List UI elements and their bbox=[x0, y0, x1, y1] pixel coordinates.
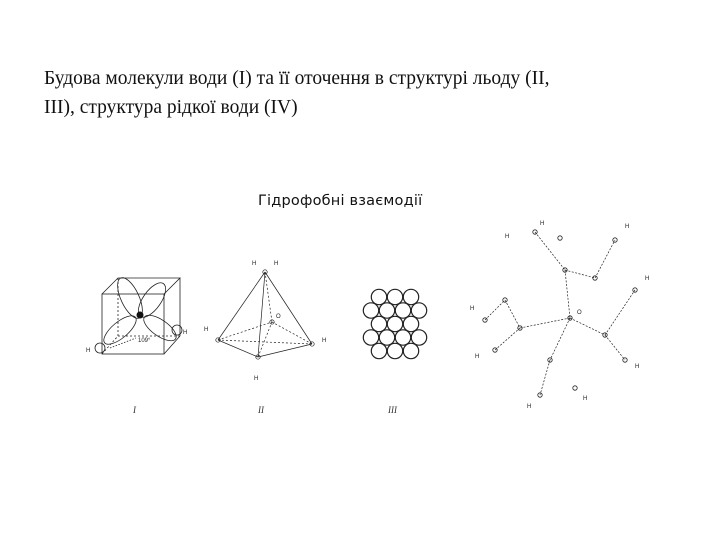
hydrogen-left-label: H bbox=[86, 348, 91, 354]
oxygen-atom bbox=[137, 312, 144, 319]
atom-label-top-h2: H bbox=[274, 261, 279, 267]
slide-subtitle: Гідрофобні взаємодії bbox=[258, 193, 423, 209]
hydrogen-right-label: H bbox=[183, 330, 188, 336]
network-label-h3: H bbox=[625, 224, 630, 230]
network-label-h6: H bbox=[475, 354, 480, 360]
packed-sphere bbox=[371, 289, 386, 304]
network-label-h4: H bbox=[645, 276, 650, 282]
figure-water-molecule bbox=[80, 262, 195, 367]
figure-3-label: III bbox=[388, 405, 397, 415]
packed-sphere bbox=[387, 343, 402, 358]
network-label-o: O bbox=[577, 310, 582, 316]
packed-sphere bbox=[411, 303, 426, 318]
atom-label-right-h: H bbox=[322, 338, 327, 344]
figure-ice-sphere-packing bbox=[355, 285, 435, 365]
angle-label: 109° bbox=[138, 338, 151, 344]
packed-sphere bbox=[363, 330, 378, 345]
atom-label-top-h1: H bbox=[252, 261, 257, 267]
packed-sphere bbox=[371, 343, 386, 358]
packed-sphere bbox=[387, 289, 402, 304]
packed-sphere bbox=[395, 303, 410, 318]
atom-label-left-h: H bbox=[204, 327, 209, 333]
title-line-2: III), структура рідкої води (IV) bbox=[44, 97, 298, 118]
packed-sphere bbox=[395, 330, 410, 345]
slide-title bbox=[44, 64, 694, 122]
packed-sphere bbox=[403, 316, 418, 331]
packed-sphere bbox=[403, 343, 418, 358]
packed-sphere bbox=[379, 330, 394, 345]
packed-sphere bbox=[363, 303, 378, 318]
figure-2-label: II bbox=[258, 405, 264, 415]
figure-liquid-water-network bbox=[465, 210, 665, 415]
packed-sphere bbox=[387, 316, 402, 331]
network-label-h1: H bbox=[505, 234, 510, 240]
title-line-1: Будова молекули води (I) та її оточення в структурі льоду (II, bbox=[44, 68, 550, 89]
packed-sphere bbox=[371, 316, 386, 331]
atom-label-center-o: O bbox=[276, 314, 281, 320]
packed-sphere bbox=[403, 289, 418, 304]
figure-ice-tetrahedron bbox=[200, 252, 335, 387]
packed-sphere bbox=[379, 303, 394, 318]
packed-sphere bbox=[411, 330, 426, 345]
network-label-h7: H bbox=[527, 404, 532, 410]
atom-label-bottom-h: H bbox=[254, 376, 259, 382]
network-label-h9: H bbox=[635, 364, 640, 370]
network-label-h8: H bbox=[583, 396, 588, 402]
figure-1-label: I bbox=[133, 405, 136, 415]
network-label-h5: H bbox=[470, 306, 475, 312]
network-label-h2: H bbox=[540, 221, 545, 227]
